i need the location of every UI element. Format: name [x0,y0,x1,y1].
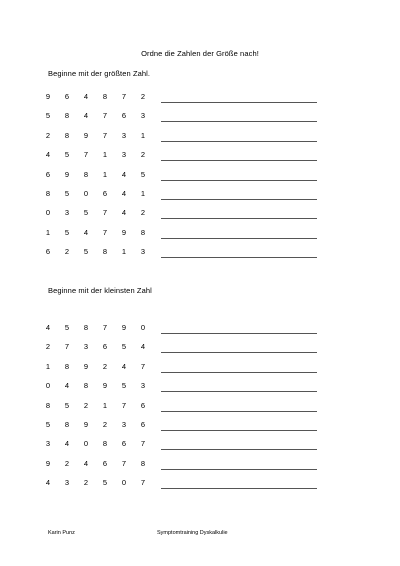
number-digit: 8 [102,92,108,101]
number-digit: 8 [102,439,108,449]
number-digit: 7 [121,458,127,468]
number-digit: 5 [45,420,51,429]
number-digit: 5 [121,342,127,352]
number-digit: 8 [140,227,146,237]
exercise-row [0,381,400,393]
answer-line[interactable] [161,121,317,122]
number-digit: 0 [83,439,89,449]
number-digit: 7 [83,150,89,160]
answer-line[interactable] [161,411,317,412]
number-digit: 7 [102,130,108,140]
number-digit: 8 [64,130,70,140]
number-digit: 9 [83,130,89,140]
number-digit: 2 [102,420,108,429]
exercise-row [0,170,400,182]
exercise-row [0,228,400,240]
number-digit: 3 [45,439,51,449]
number-digit: 4 [83,111,89,121]
number-digit: 7 [140,361,146,371]
number-digit: 4 [83,458,89,468]
answer-line[interactable] [161,160,317,161]
exercise-row [0,439,400,451]
number-digit: 4 [140,342,146,352]
number-digit: 9 [83,420,89,429]
number-digit: 8 [64,420,70,429]
number-digit: 8 [140,458,146,468]
number-digit: 9 [121,227,127,237]
page-title: Ordne die Zahlen der Größe nach! [141,49,259,58]
number-digit: 7 [64,342,70,352]
exercise-row [0,111,400,123]
number-digit: 3 [83,342,89,352]
number-digit: 2 [64,458,70,468]
number-digit: 8 [45,189,51,198]
number-digit: 2 [45,342,51,352]
number-digit: 3 [121,130,127,140]
number-digit: 5 [140,169,146,179]
exercise-row [0,150,400,162]
answer-line[interactable] [161,218,317,219]
exercise-row [0,342,400,354]
number-digit: 5 [102,478,108,488]
number-digit: 0 [121,478,127,488]
number-digit: 5 [45,111,51,121]
number-digit: 9 [121,323,127,332]
number-digit: 5 [64,400,70,410]
answer-line[interactable] [161,372,317,373]
number-digit: 6 [45,169,51,179]
number-digit: 7 [102,111,108,121]
answer-line[interactable] [161,180,317,181]
number-digit: 7 [121,400,127,410]
number-digit: 4 [45,478,51,488]
number-digit: 9 [45,92,51,101]
answer-line[interactable] [161,449,317,450]
number-digit: 2 [140,92,146,101]
answer-line[interactable] [161,257,317,258]
number-digit: 6 [102,458,108,468]
number-digit: 0 [45,208,51,218]
number-digit: 6 [45,247,51,257]
number-digit: 2 [102,361,108,371]
number-digit: 5 [121,381,127,391]
number-digit: 5 [64,150,70,160]
section-heading-largest: Beginne mit der größten Zahl. [48,69,151,78]
footer-author: Karin Punz [48,530,75,536]
number-digit: 9 [102,381,108,391]
exercise-row [0,208,400,220]
number-digit: 8 [83,381,89,391]
answer-line[interactable] [161,102,317,103]
exercise-row [0,323,400,335]
number-digit: 8 [64,111,70,121]
number-digit: 1 [45,227,51,237]
number-digit: 4 [121,189,127,198]
number-digit: 7 [140,478,146,488]
answer-line[interactable] [161,391,317,392]
answer-line[interactable] [161,238,317,239]
number-digit: 7 [121,92,127,101]
number-digit: 6 [64,92,70,101]
number-digit: 9 [45,458,51,468]
exercise-row [0,189,400,201]
exercise-row [0,92,400,104]
answer-line[interactable] [161,430,317,431]
section-heading-smallest: Beginne mit der kleinsten Zahl [48,286,152,295]
number-digit: 6 [121,439,127,449]
number-digit: 3 [140,381,146,391]
answer-line[interactable] [161,488,317,489]
exercise-row [0,459,400,471]
number-digit: 8 [45,400,51,410]
exercise-row [0,420,400,432]
answer-line[interactable] [161,199,317,200]
number-digit: 1 [121,247,127,257]
number-digit: 6 [102,342,108,352]
number-digit: 3 [64,208,70,218]
number-digit: 5 [64,227,70,237]
number-digit: 1 [102,169,108,179]
exercise-row [0,131,400,143]
number-digit: 5 [83,208,89,218]
number-digit: 4 [121,208,127,218]
number-digit: 2 [83,400,89,410]
answer-line[interactable] [161,141,317,142]
number-digit: 8 [83,169,89,179]
number-digit: 4 [45,150,51,160]
number-digit: 2 [83,478,89,488]
number-digit: 8 [83,323,89,332]
number-digit: 9 [83,361,89,371]
number-digit: 6 [140,400,146,410]
number-digit: 4 [83,227,89,237]
number-digit: 5 [64,189,70,198]
number-digit: 8 [102,247,108,257]
number-digit: 0 [140,323,146,332]
number-digit: 4 [45,323,51,332]
answer-line[interactable] [161,469,317,470]
number-digit: 7 [102,208,108,218]
number-digit: 2 [64,247,70,257]
number-digit: 8 [64,361,70,371]
number-digit: 3 [140,111,146,121]
exercise-row [0,247,400,259]
answer-line[interactable] [161,333,317,334]
number-digit: 1 [140,130,146,140]
number-digit: 1 [102,400,108,410]
number-digit: 1 [102,150,108,160]
number-digit: 3 [140,247,146,257]
number-digit: 1 [45,361,51,371]
number-digit: 7 [102,227,108,237]
footer-course: Symptomtraining Dyskalkulie [157,530,228,536]
number-digit: 3 [64,478,70,488]
number-digit: 3 [121,420,127,429]
answer-line[interactable] [161,352,317,353]
number-digit: 4 [121,361,127,371]
exercise-row [0,401,400,413]
number-digit: 1 [140,189,146,198]
number-digit: 5 [83,247,89,257]
number-digit: 0 [45,381,51,391]
number-digit: 6 [140,420,146,429]
number-digit: 4 [64,439,70,449]
number-digit: 4 [64,381,70,391]
number-digit: 2 [45,130,51,140]
number-digit: 7 [102,323,108,332]
number-digit: 2 [140,150,146,160]
number-digit: 3 [121,150,127,160]
number-digit: 6 [121,111,127,121]
number-digit: 2 [140,208,146,218]
number-digit: 4 [121,169,127,179]
number-digit: 4 [83,92,89,101]
number-digit: 5 [64,323,70,332]
exercise-row [0,478,400,490]
number-digit: 7 [140,439,146,449]
number-digit: 0 [83,189,89,198]
number-digit: 6 [102,189,108,198]
number-digit: 9 [64,169,70,179]
exercise-row [0,362,400,374]
